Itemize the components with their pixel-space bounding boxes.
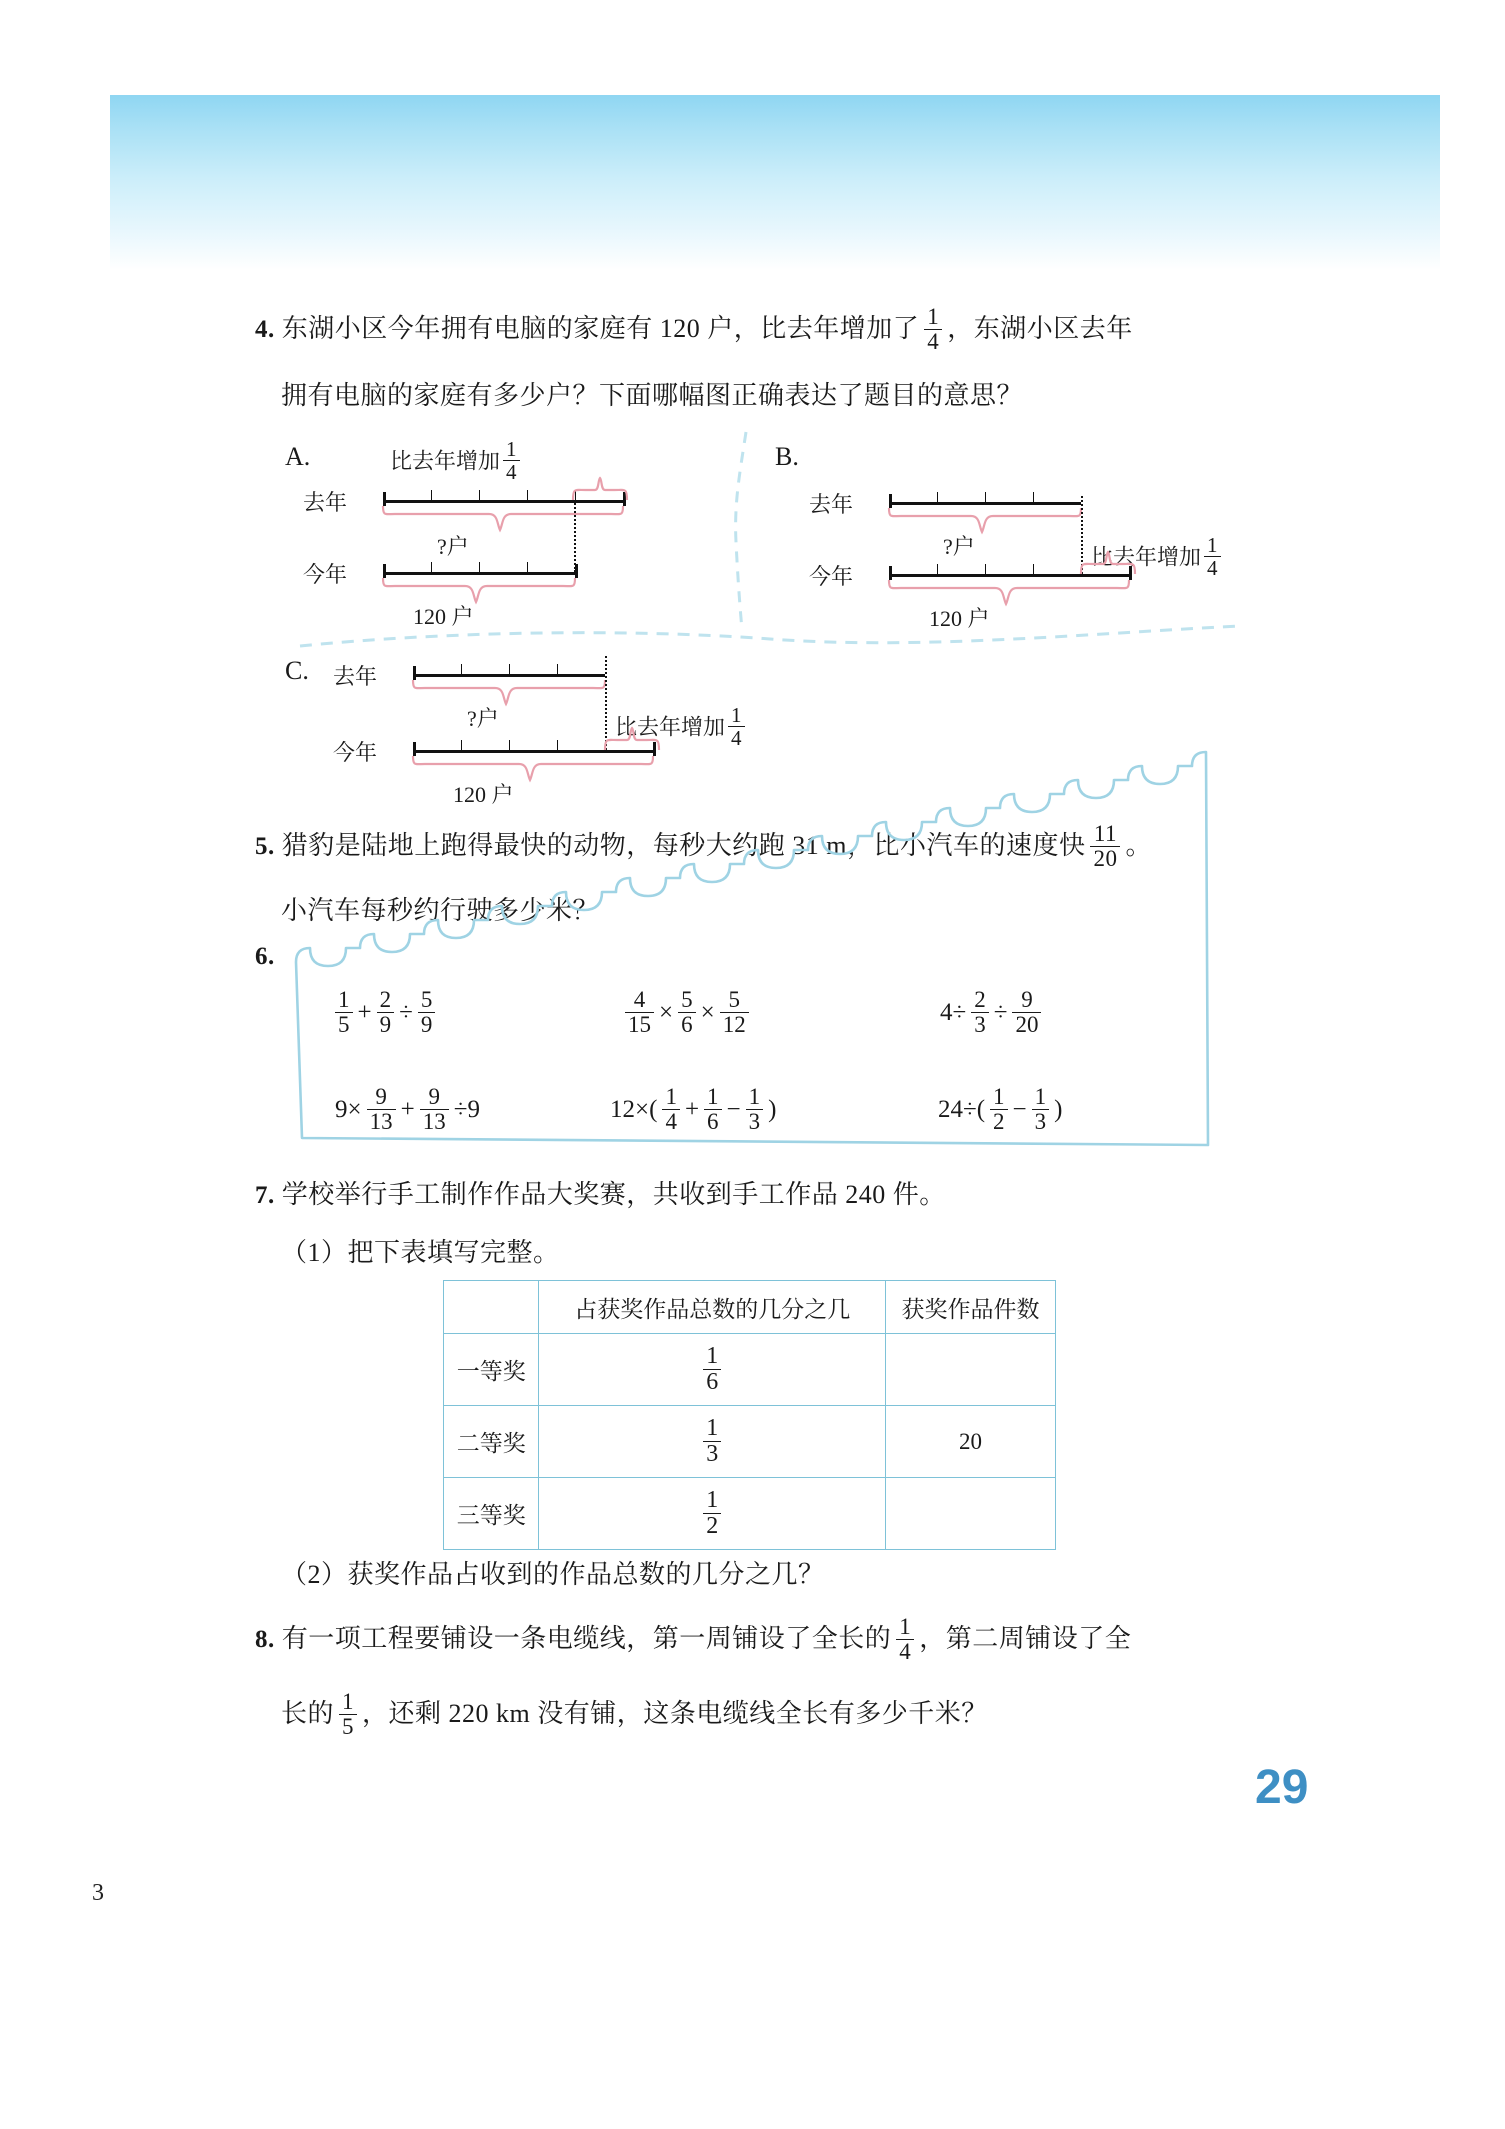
problem-7-number: 7.	[255, 1182, 275, 1209]
option-b-label: B.	[775, 442, 799, 471]
option-c-brace-question	[411, 678, 609, 708]
problem-6-number: 6.	[255, 943, 275, 970]
problem-8-text-d: ，还剩 220 km 没有铺，这条电缆线全长有多少千米？	[362, 1699, 988, 1729]
option-a-tick	[527, 562, 528, 574]
option-a-question-label: ?户	[437, 534, 469, 559]
expression-1: $\frac{1}{5}$ + $\frac{2}{9}$ ÷ $\frac{5}{9}$	[330, 988, 440, 1037]
expression-4: 9× $\frac{9}{13}$ + $\frac{9}{13}$ ÷9	[335, 1084, 480, 1135]
problem-4-text-a: 东湖小区今年拥有电脑的家庭有 120 户，比去年增加了	[281, 314, 920, 344]
folio-number: 3	[92, 1880, 104, 1906]
problem-7	[255, 1175, 1445, 1272]
option-b-question-label: ?户	[943, 534, 975, 559]
problem-7-sub2: （2）获奖作品占收到的作品总数的几分之几？	[281, 1560, 825, 1589]
option-b-brace-note: 比去年增加 $\frac{1}{4}$	[1091, 534, 1224, 579]
option-b-tick	[985, 492, 986, 504]
option-a-brace-fraction: $\frac{1}{4}$	[503, 438, 520, 483]
option-a-brace-increase	[571, 476, 629, 502]
table-cell-award-name: 二等奖	[444, 1406, 539, 1478]
option-c-label: C.	[285, 656, 309, 685]
diagram-option-c	[285, 648, 755, 828]
problem-4-fraction: $\frac{1}{4}$	[924, 305, 942, 354]
option-a-label: A.	[285, 442, 311, 471]
option-b-total-label: 120 户	[929, 606, 990, 631]
table-cell-fraction: $\frac{1}{2}$	[539, 1478, 886, 1550]
table-row	[444, 1406, 1056, 1478]
table-header-row	[444, 1281, 1056, 1334]
table-row	[444, 1334, 1056, 1406]
option-b-brace-total	[887, 578, 1133, 608]
option-c-total-label: 120 户	[453, 782, 514, 807]
problem-8-fraction-2: $\frac{1}{5}$	[339, 1690, 357, 1739]
table-cell-award-name: 一等奖	[444, 1334, 539, 1406]
table-header-cell-2: 获奖作品件数	[886, 1281, 1056, 1334]
problem-8-number: 8.	[255, 1626, 275, 1654]
problem-4-line2: 拥有电脑的家庭有多少户？下面哪幅图正确表达了题目的意思？	[281, 381, 1024, 411]
option-a-tick	[527, 490, 528, 502]
option-c-tick	[461, 664, 462, 676]
option-c-question-label: ?户	[467, 706, 499, 731]
problem-5-number: 5.	[255, 833, 275, 861]
option-b-tick	[937, 492, 938, 504]
expression-6: 24÷( $\frac{1}{2}$ − $\frac{1}{3}$ )	[938, 1084, 1063, 1135]
option-c-tick	[557, 664, 558, 676]
option-c-row-last-year: 去年	[333, 664, 378, 689]
problem-4	[255, 305, 1435, 415]
expression-5: 12×( $\frac{1}{4}$ + $\frac{1}{6}$ − $\frac{1}{3}$ )	[610, 1084, 777, 1135]
option-a-brace-total	[381, 576, 579, 606]
option-c-brace-increase	[603, 726, 661, 752]
problem-5	[255, 822, 1445, 930]
option-a-tick	[479, 562, 480, 574]
problem-8	[255, 1615, 1455, 1740]
problem-7-text: 学校举行手工制作作品大奖赛，共收到手工作品 240 件。	[281, 1180, 946, 1209]
option-a-tick	[479, 490, 480, 502]
option-a-brace-note: 比去年增加 $\frac{1}{4}$	[390, 438, 523, 483]
expression-3: 4÷ $\frac{2}{3}$ ÷ $\frac{9}{20}$	[940, 988, 1046, 1037]
problem-5-text-a: 猎豹是陆地上跑得最快的动物，每秒大约跑 31 m，比小汽车的速度快	[281, 831, 1086, 861]
option-a-tick	[431, 490, 432, 502]
option-a-row-last-year: 去年	[303, 490, 348, 515]
diagram-option-b	[775, 438, 1245, 631]
problem-8-text-b: ，第二周铺设了全	[919, 1624, 1132, 1654]
option-c-tick	[509, 664, 510, 676]
option-b-brace-question	[887, 506, 1085, 536]
table-cell-fraction: $\frac{1}{6}$	[539, 1334, 886, 1406]
option-b-tick	[985, 564, 986, 576]
option-b-row-last-year: 去年	[809, 492, 854, 517]
problem-4-text-b: ，东湖小区去年	[947, 314, 1133, 344]
option-b-brace-increase	[1079, 550, 1137, 576]
problem-7-sub1: （1）把下表填写完整。	[281, 1237, 560, 1267]
option-b-row-this-year: 今年	[809, 564, 854, 589]
option-c-row-this-year: 今年	[333, 740, 378, 765]
problem-8-text-c: 长的	[281, 1699, 335, 1729]
option-a-brace-question	[381, 504, 627, 534]
option-b-brace-fraction: $\frac{1}{4}$	[1204, 534, 1221, 579]
option-b-tick	[1033, 492, 1034, 504]
table-cell-fraction: $\frac{1}{3}$	[539, 1406, 886, 1478]
problem-8-text-a: 有一项工程要铺设一条电缆线，第一周铺设了全长的	[281, 1624, 892, 1654]
problem-4-number: 4.	[255, 316, 275, 344]
option-a-dotted-connector	[574, 500, 576, 572]
table-row	[444, 1478, 1056, 1550]
table-cell-count[interactable]	[886, 1334, 1056, 1406]
option-b-tick	[1033, 564, 1034, 576]
page-header-banner	[110, 95, 1440, 270]
table-cell-count[interactable]: 20	[886, 1406, 1056, 1478]
option-b-tick	[937, 564, 938, 576]
option-c-brace-total	[411, 754, 657, 784]
page-number: 29	[1255, 1761, 1309, 1814]
problem-5-line2: 小汽车每秒约行驶多少米？	[281, 896, 600, 926]
table-cell-award-name: 三等奖	[444, 1478, 539, 1550]
option-a-tick	[431, 562, 432, 574]
problem-8-fraction-1: $\frac{1}{4}$	[896, 1615, 914, 1664]
table-header-cell-1: 占获奖作品总数的几分之几	[539, 1281, 886, 1334]
table-cell-count[interactable]	[886, 1478, 1056, 1550]
option-a-total-label: 120 户	[413, 604, 474, 629]
option-c-brace-note: 比去年增加 $\frac{1}{4}$	[615, 704, 748, 749]
option-c-brace-fraction: $\frac{1}{4}$	[728, 704, 745, 749]
expression-2: $\frac{4}{15}$ × $\frac{5}{6}$ × $\frac{5}{12}$	[620, 988, 754, 1037]
problem-5-text-b: 。	[1125, 831, 1152, 861]
option-c-tick	[509, 740, 510, 752]
award-table	[443, 1280, 1056, 1550]
calculation-box	[290, 940, 1215, 1155]
option-c-tick	[461, 740, 462, 752]
option-c-tick	[557, 740, 558, 752]
diagram-option-a	[285, 437, 715, 629]
option-a-row-this-year: 今年	[303, 562, 348, 587]
problem-5-fraction: $\frac{11}{20}$	[1090, 822, 1120, 871]
table-header-cell-0	[444, 1281, 539, 1334]
